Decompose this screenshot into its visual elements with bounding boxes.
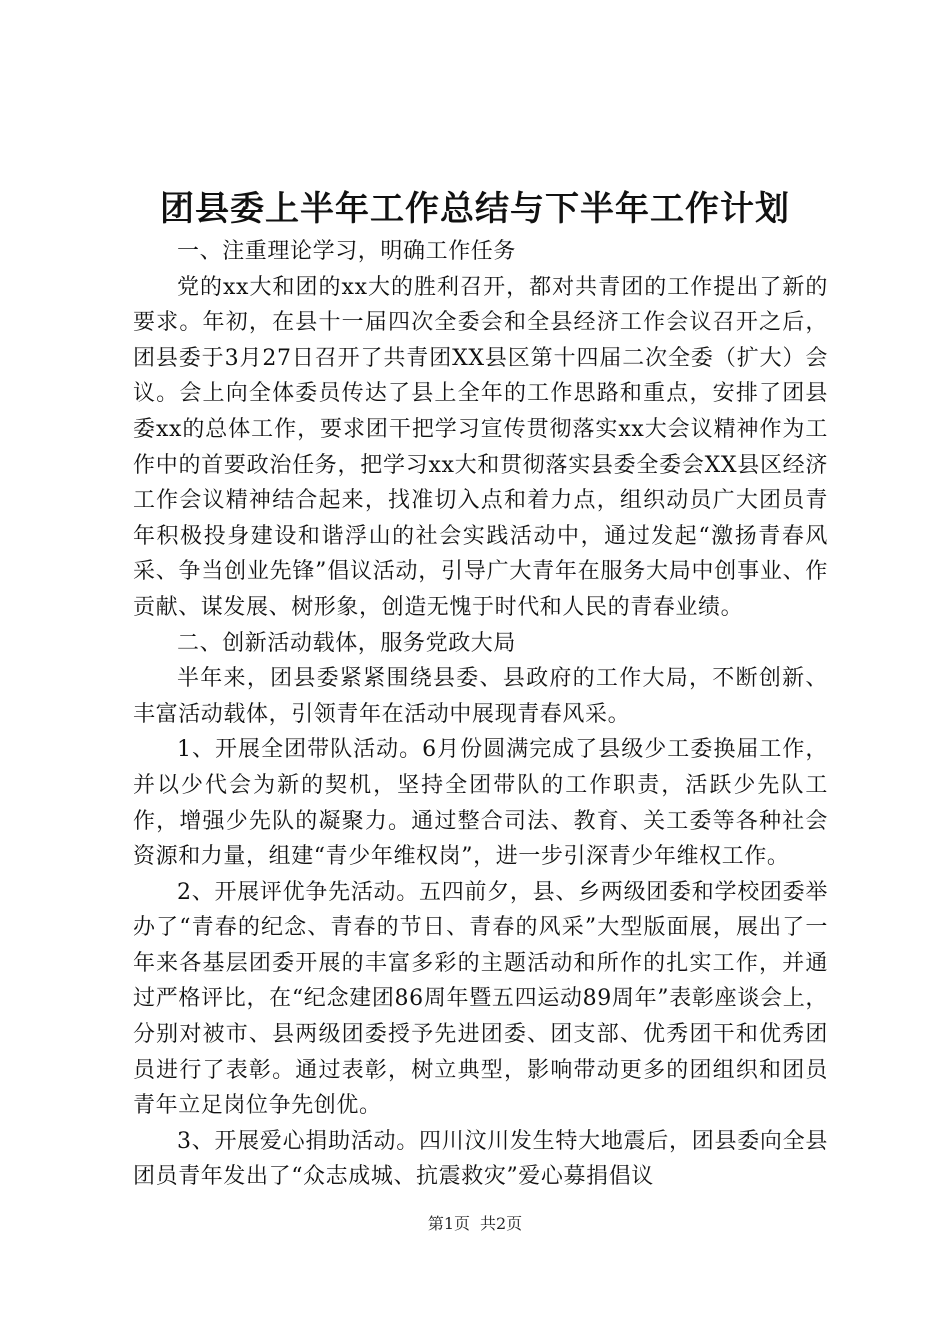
section-heading-2: 二、创新活动载体，服务党政大局 — [177, 630, 517, 656]
paragraph-item-3: 3、开展爱心捐助活动。四川汶川发生特大地震后，团县委向全县团员青年发出了“众志成城、抗震救灾”爱心募捐倡议 — [133, 1128, 828, 1190]
paragraph-item-2: 2、开展评优争先活动。五四前夕，县、乡两级团委和学校团委举办了“青春的纪念、青春的节日、青春的风采”大型版面展，展出了一年来各基层团委开展的丰富多彩的主题活动和所作的扎实工作，并通过严格评比，在“纪念建团86周年暨五四运动89周年”表彰座谈会上，分别对被市、县两级团委授予先进团委、团支部、优秀团干和优秀团员进行了表彰。通过表彰，树立典型，影响带动更多的团组织和团员青年立足岗位争先创优。 — [133, 879, 828, 1119]
document-body — [133, 234, 828, 1195]
page-footer — [0, 1212, 950, 1236]
page-total: 共2页 — [480, 1214, 523, 1233]
paragraph-half-year-summary: 半年来，团县委紧紧围绕县委、县政府的工作大局，不断创新、丰富活动载体，引领青年在活动中展现青春风采。 — [133, 666, 828, 727]
page-number: 第1页 — [427, 1214, 470, 1233]
paragraph-item-1: 1、开展全团带队活动。6月份圆满完成了县级少工委换届工作，并以少代会为新的契机，坚持全团带队的工作职责，活跃少先队工作，增强少先队的凝聚力。通过整合司法、教育、关工委等各种社会资源和力量，组建“青少年维权岗”，进一步引深青少年维权工作。 — [133, 737, 828, 870]
document-title: 团县委上半年工作总结与下半年工作计划 — [160, 189, 790, 229]
section-heading-1: 一、注重理论学习，明确工作任务 — [177, 239, 517, 264]
paragraph-theory-study: 党的xx大和团的xx大的胜利召开，都对共青团的工作提出了新的要求。年初，在县十一届四次全委会和全县经济工作会议召开之后，团县委于3月27日召开了共青团XX县区第十四届二次全委（扩大）会议。会上向全体委员传达了县上全年的工作思路和重点，安排了团县委xx的总体工作，要求团干把学习宣传贯彻落实xx大会议精神作为工作中的首要政治任务，把学习xx大和贯彻落实县委全委会XX县区经济工作会议精神结合起来，找准切入点和着力点，组织动员广大团员青年积极投身建设和谐浮山的社会实践活动中，通过发起“激扬青春风采、争当创业先锋”倡议活动，引导广大青年在服务大局中创事业、作贡献、谋发展、树形象，创造无愧于时代和人民的青春业绩。 — [133, 274, 828, 620]
